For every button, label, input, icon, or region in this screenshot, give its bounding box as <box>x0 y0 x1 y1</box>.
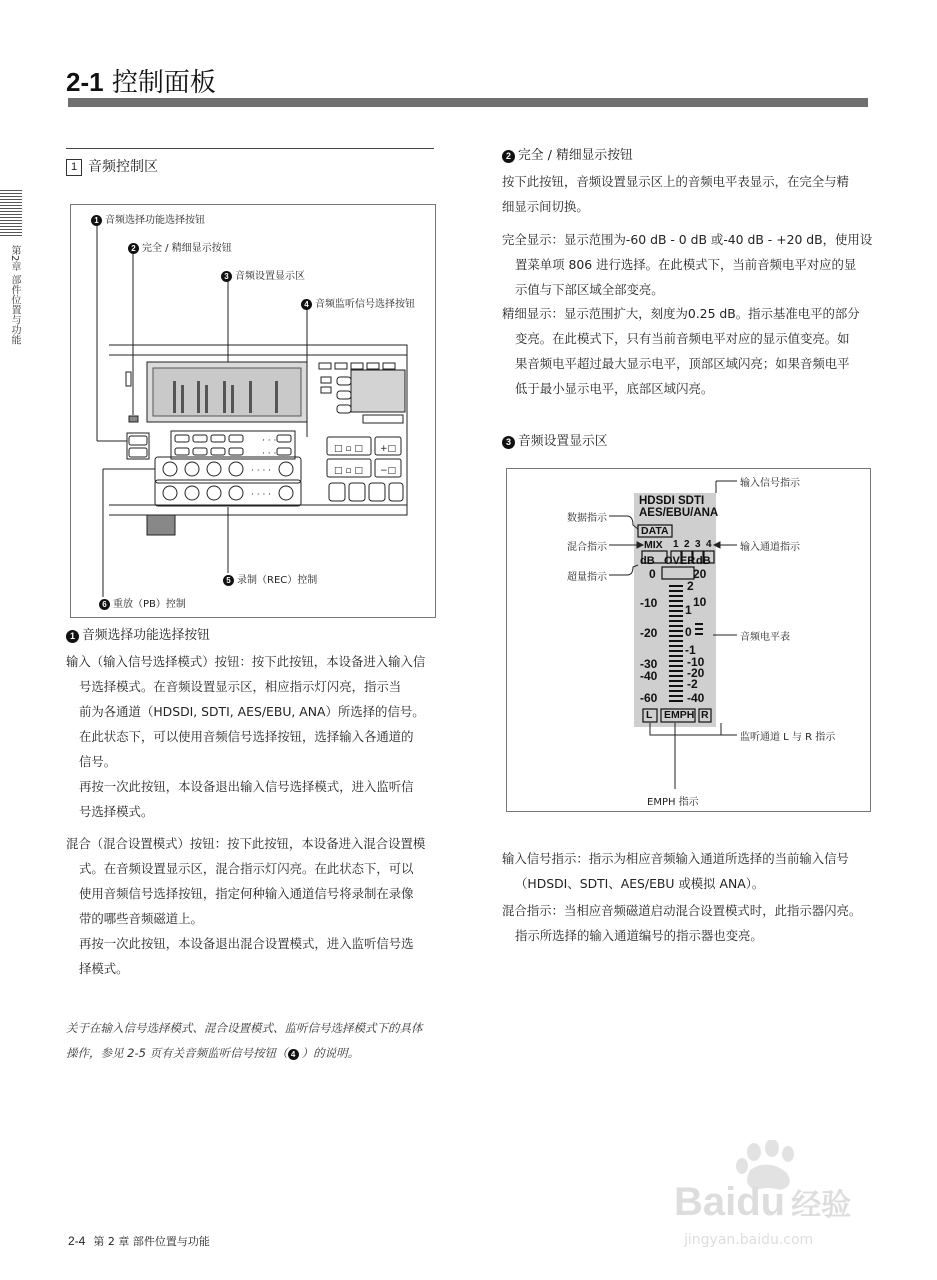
scale-left-40: -40 <box>640 669 658 683</box>
monitor-l-indicator: L <box>646 709 653 721</box>
item-number-badge: 3 <box>502 436 515 449</box>
para-line: 细显示间切换。 <box>502 199 589 214</box>
callout-4 <box>301 295 415 310</box>
page-number: 2-4 <box>68 1234 86 1248</box>
page-footer <box>68 1233 210 1249</box>
para-line: 输入信号指示：指示为相应音频输入通道所选择的当前输入信号 <box>502 851 849 866</box>
callout-5 <box>223 571 317 586</box>
para-line: 低于最小显示电平，底部区域闪亮。 <box>515 381 714 396</box>
svg-text:· · · ·: · · · · <box>251 466 272 476</box>
section-rule <box>66 148 434 149</box>
svg-text:−□: −□ <box>380 466 397 476</box>
svg-text:· · ·: · · · <box>262 436 277 446</box>
para-line: 使用音频信号选择按钮，指定何种输入通道信号将录制在录像 <box>79 886 414 901</box>
watermark-brand-text: Baidu <box>674 1180 786 1224</box>
para-line: 完全显示：显示范围为-60 dB - 0 dB 或-40 dB - +20 dB，使用设 <box>502 232 873 247</box>
label-data: 数据指示 <box>567 513 607 524</box>
scale-left-30: -30 <box>640 657 658 671</box>
para-line: 置菜单项 806 进行选择。在此模式下，当前音频电平对应的显 <box>515 257 857 272</box>
section-number-box: 1 <box>66 159 82 176</box>
item2-heading <box>502 143 633 168</box>
callout-label: 音频选择功能选择按钮 <box>105 215 205 226</box>
svg-text:+□: +□ <box>380 444 397 454</box>
footer-chapter: 第 2 章 部件位置与功能 <box>93 1235 210 1248</box>
note-line: 关于在输入信号选择模式、混合设置模式、监听信号选择模式下的具体 <box>66 1021 423 1035</box>
chapter-tab-lines <box>0 190 22 238</box>
label-over: 超量指示 <box>567 572 607 583</box>
callout-label: 音频监听信号选择按钮 <box>315 299 415 310</box>
meter-panel-drawing <box>507 469 872 813</box>
callout-1 <box>91 211 205 226</box>
callout-number: 5 <box>223 575 234 586</box>
svg-text:· · · ·: · · · · <box>251 490 272 500</box>
callout-number: 1 <box>91 215 102 226</box>
para-line: （HDSDI、SDTI、AES/EBU 或模拟 ANA）。 <box>515 876 765 891</box>
label-meter: 音频电平表 <box>740 632 790 643</box>
para-line: 变亮。在此模式下，只有当前音频电平对应的显示值变亮。如 <box>515 331 850 346</box>
channel-1: 1 <box>673 539 679 550</box>
db-left-label: dB <box>640 555 655 567</box>
callout-6 <box>99 595 186 610</box>
input-signal-description <box>502 846 874 896</box>
mix-button-description <box>66 831 438 981</box>
scale-right-neg1: -1 <box>685 643 696 657</box>
reference-note <box>66 1016 446 1066</box>
para-line: 择模式。 <box>79 961 129 976</box>
para-line: 在此状态下，可以使用音频信号选择按钮，选择输入各通道的 <box>79 729 414 744</box>
para-line: 信号。 <box>79 754 117 769</box>
callout-number: 6 <box>99 599 110 610</box>
scale-right-2: 2 <box>687 579 694 593</box>
label-input-signal: 输入信号指示 <box>740 478 800 489</box>
callout-3 <box>221 267 305 282</box>
display-toggle-intro <box>502 169 874 219</box>
para-line: 按下此按钮，音频设置显示区上的音频电平表显示，在完全与精 <box>502 174 849 189</box>
para-line: 号选择模式。 <box>79 804 154 819</box>
audio-display-figure <box>506 468 871 812</box>
callout-label: 完全 / 精细显示按钮 <box>142 243 232 254</box>
callout-number: 2 <box>128 243 139 254</box>
header-rule <box>68 98 868 107</box>
mix-indicator: MIX <box>644 539 663 551</box>
para-line: 输入（输入信号选择模式）按钮：按下此按钮，本设备进入输入信 <box>66 654 426 669</box>
input-button-description <box>66 649 438 824</box>
para-line: 再按一次此按钮，本设备退出混合设置模式，进入监听信号选 <box>79 936 414 951</box>
scale-right-neg2: -2 <box>687 677 698 691</box>
over-indicator: OVER <box>664 555 696 567</box>
svg-text:□ ▫ □: □ ▫ □ <box>334 466 363 476</box>
watermark-cn: 经验 <box>791 1189 852 1222</box>
note-text: ）的说明。 <box>301 1046 360 1060</box>
scale-left-10: -10 <box>640 596 658 610</box>
scale-left-60: -60 <box>640 691 658 705</box>
para-line: 号选择模式。在音频设置显示区，相应指示灯闪亮，指示当 <box>79 679 402 694</box>
para-line: 示值与下部区域全部变亮。 <box>515 282 664 297</box>
audio-control-figure <box>70 204 436 618</box>
label-mix: 混合指示 <box>567 542 607 553</box>
scale-left-20: -20 <box>640 626 658 640</box>
label-monitor-lr: 监听通道 L 与 R 指示 <box>740 732 836 743</box>
para-line: 前为各通道（HDSDI, SDTI, AES/EBU, ANA）所选择的信号。 <box>79 704 425 719</box>
para-line: 果音频电平超过最大显示电平，顶部区域闪亮；如果音频电平 <box>515 356 850 371</box>
para-line: 精细显示：显示范围扩大，刻度为0.25 dB。指示基准电平的部分 <box>502 306 860 321</box>
para-line: 带的哪些音频磁道上。 <box>79 911 203 926</box>
item-title: 音频选择功能选择按钮 <box>82 628 210 643</box>
callout-label: 录制（REC）控制 <box>237 575 318 586</box>
callout-number: 4 <box>301 299 312 310</box>
full-display-description <box>502 227 874 302</box>
scale-left-0: 0 <box>649 567 656 581</box>
item1-heading <box>66 623 210 648</box>
item3-heading <box>502 429 608 454</box>
page-title <box>66 62 216 99</box>
input-signal-line1: HDSDI SDTI <box>639 495 705 507</box>
item-number-badge: 1 <box>66 630 79 643</box>
para-line: 式。在音频设置显示区，混合指示灯闪亮。在此状态下，可以 <box>79 861 414 876</box>
mix-indicator-description <box>502 898 882 948</box>
scale-right-10: 10 <box>693 595 707 609</box>
note-text: 操作，参见 2-5 页有关音频监听信号按钮（ <box>66 1046 288 1060</box>
para-line: 混合（混合设置模式）按钮：按下此按钮，本设备进入混合设置模 <box>66 836 426 851</box>
label-emph: EMPH 指示 <box>647 797 699 808</box>
item-title: 音频设置显示区 <box>518 434 608 449</box>
item-number-badge: 2 <box>502 150 515 163</box>
emph-indicator: EMPH <box>664 709 695 721</box>
para-line: 指示所选择的输入通道编号的指示器也变亮。 <box>515 928 763 943</box>
section-number: 2-1 <box>66 67 104 97</box>
input-signal-line2: AES/EBU/ANA <box>639 507 719 519</box>
callout-2 <box>128 239 232 254</box>
para-line: 再按一次此按钮，本设备退出输入信号选择模式，进入监听信 <box>79 779 414 794</box>
baidu-watermark <box>662 1140 902 1260</box>
fine-display-description <box>502 301 874 401</box>
channel-3: 3 <box>695 539 701 550</box>
scale-right-neg40: -40 <box>687 691 705 705</box>
callout-label: 重放（PB）控制 <box>113 599 186 610</box>
note-number-badge: 4 <box>288 1049 299 1060</box>
watermark-url: jingyan.baidu.com <box>684 1232 814 1248</box>
scale-right-0: 0 <box>685 625 692 639</box>
channel-2: 2 <box>684 539 690 550</box>
section-heading <box>66 156 158 176</box>
callout-number: 3 <box>221 271 232 282</box>
data-indicator: DATA <box>641 525 669 537</box>
scale-right-neg10: -10 <box>687 655 705 669</box>
label-input-channel: 输入通道指示 <box>740 542 800 553</box>
scale-right-20: 20 <box>693 567 707 581</box>
svg-text:□ ▫ □: □ ▫ □ <box>334 444 363 454</box>
watermark-brand <box>674 1180 851 1225</box>
channel-4: 4 <box>706 539 712 550</box>
db-right-label: dB <box>696 555 711 567</box>
chapter-tab-label: 第2章 部件位置与功能 <box>9 245 20 345</box>
section-title: 控制面板 <box>111 68 216 98</box>
svg-text:· · ·: · · · <box>262 449 277 459</box>
para-line: 混合指示：当相应音频磁道启动混合设置模式时，此指示器闪亮。 <box>502 903 862 918</box>
item-title: 完全 / 精细显示按钮 <box>518 148 633 163</box>
scale-right-neg20: -20 <box>687 666 705 680</box>
section-heading-text: 音频控制区 <box>88 159 158 175</box>
monitor-r-indicator: R <box>701 709 709 721</box>
note-line <box>66 1041 446 1066</box>
scale-right-1: 1 <box>685 603 692 617</box>
callout-label: 音频设置显示区 <box>235 271 305 282</box>
